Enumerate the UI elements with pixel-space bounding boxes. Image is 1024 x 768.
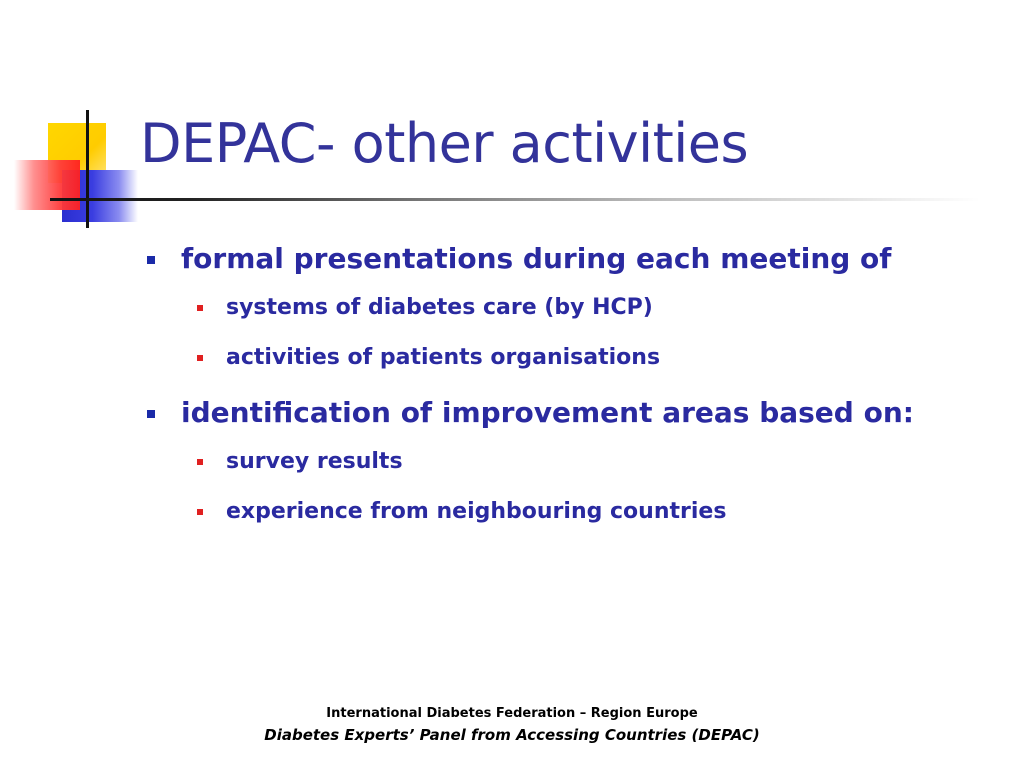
slide-title: DEPAC- other activities: [140, 112, 749, 175]
bullet-text: formal presentations during each meeting of: [181, 242, 892, 275]
title-underline: [50, 198, 980, 201]
square-bullet-icon: [197, 509, 203, 515]
sub-bullet-text: survey results: [226, 449, 403, 474]
sub-bullet-item: [140, 444, 1000, 480]
sub-bullet-text: activities of patients organisations: [226, 345, 661, 370]
sub-bullet-item: [140, 290, 1000, 326]
sub-bullet-item: [140, 340, 1000, 376]
square-bullet-icon: [197, 459, 203, 465]
red-square: [14, 160, 80, 210]
square-bullet-icon: [197, 355, 203, 361]
sub-bullet-text: systems of diabetes care (by HCP): [226, 295, 653, 320]
sub-bullet-text: experience from neighbouring countries: [226, 499, 727, 524]
sub-bullet-item: [140, 494, 1000, 530]
footer-organization: International Diabetes Federation – Region Europe: [326, 706, 698, 721]
square-bullet-icon: [147, 410, 155, 418]
bullet-list: [140, 238, 1000, 530]
bullet-text: identification of improvement areas based on:: [181, 396, 914, 429]
square-bullet-icon: [147, 256, 155, 264]
square-bullet-icon: [197, 305, 203, 311]
vertical-divider-line: [86, 110, 89, 228]
bullet-item: [140, 238, 1000, 280]
footer-panel-name: Diabetes Experts’ Panel from Accessing Countries (DEPAC): [264, 726, 760, 744]
bullet-item: [140, 392, 1000, 434]
